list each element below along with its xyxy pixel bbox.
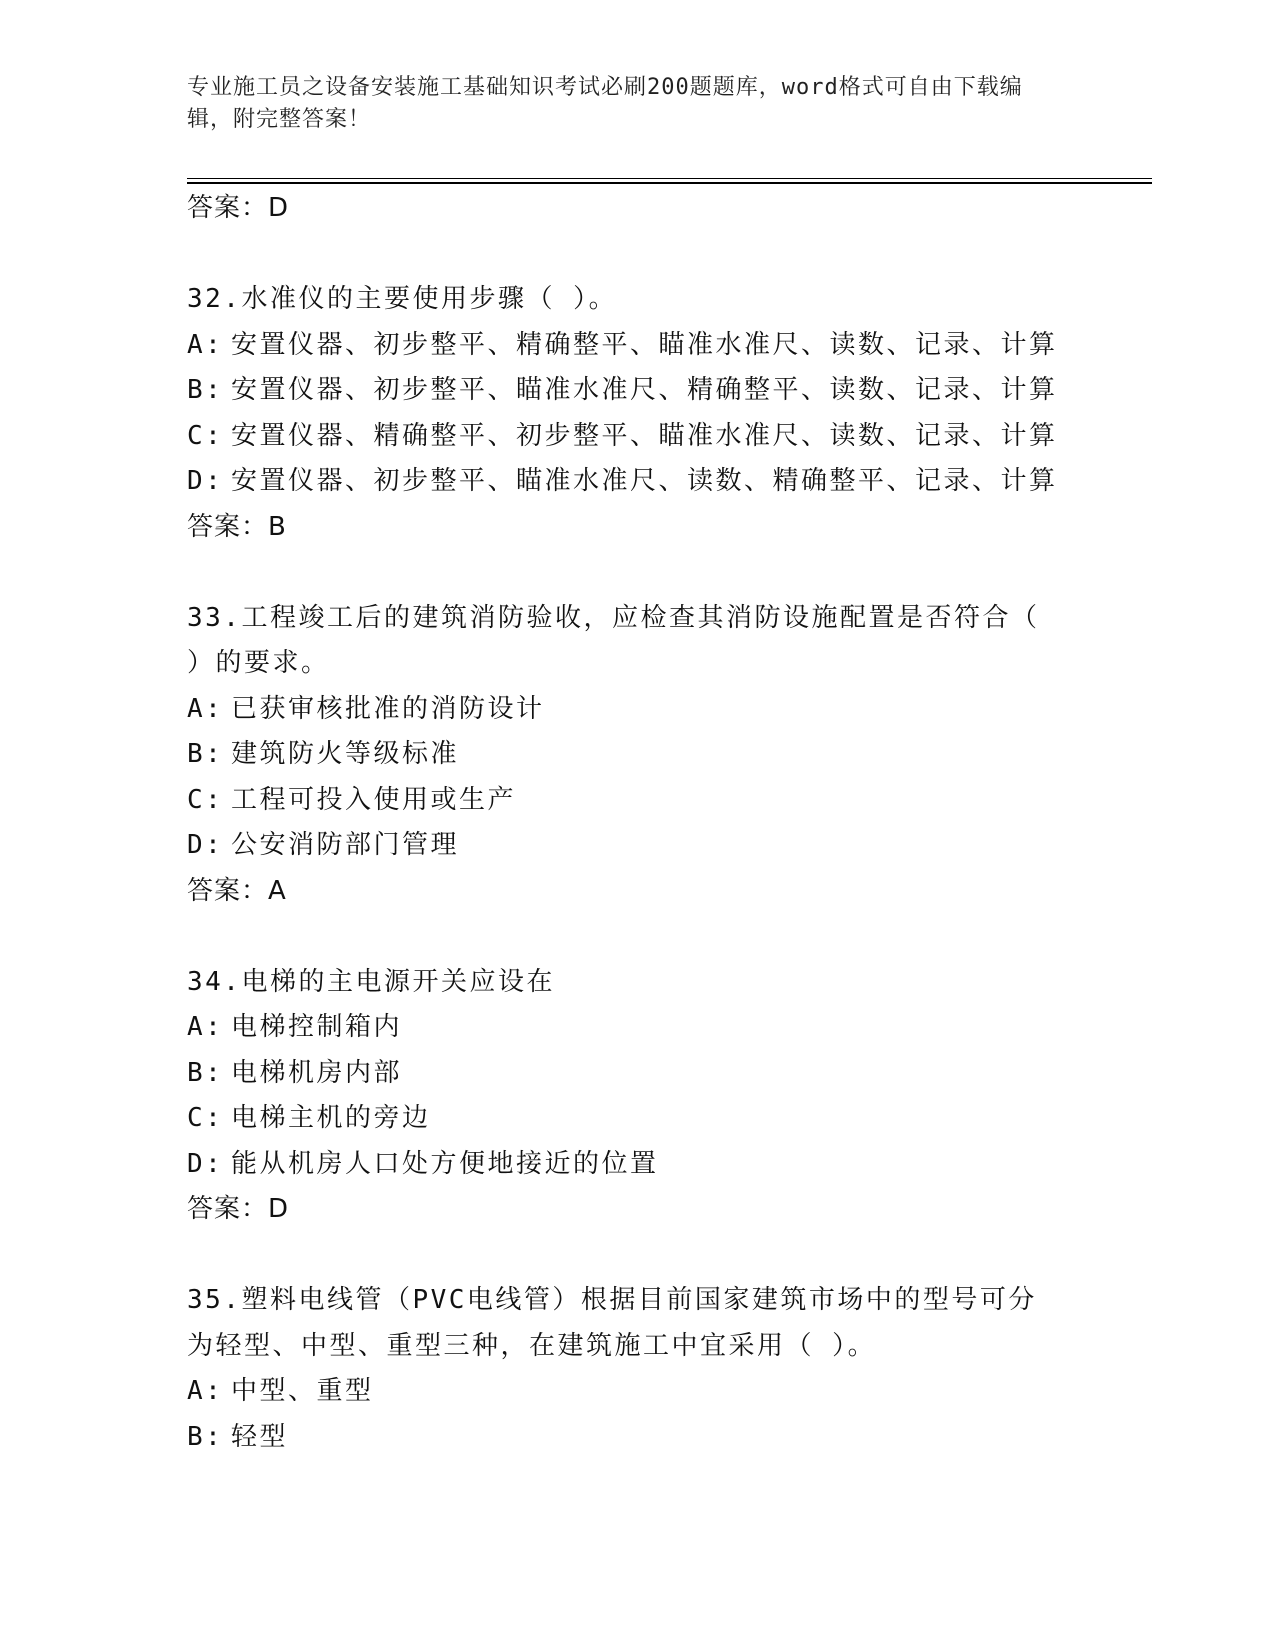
question-text: 33.工程竣工后的建筑消防验收，应检查其消防设施配置是否符合（ ）的要求。	[187, 602, 1040, 678]
spacer	[187, 550, 1087, 596]
option-letter: A:	[187, 329, 224, 360]
option-letter: C:	[187, 784, 224, 815]
header-rule-thick	[187, 182, 1152, 184]
option-letter: B:	[187, 375, 224, 405]
answer-label: 答案：D	[187, 1194, 290, 1224]
option-text: 工程可投入使用或生产	[231, 784, 517, 815]
option-letter: A:	[187, 1012, 224, 1042]
option-d	[187, 459, 1087, 505]
option-letter: B:	[187, 1421, 224, 1452]
option-b	[187, 1051, 1087, 1097]
option-text: 电梯主机的旁边	[231, 1103, 431, 1133]
document-header: 专业施工员之设备安装施工基础知识考试必刷200题题库，word格式可自由下载编辑，附完整答案！	[187, 75, 1023, 132]
option-text: 公安消防部门管理	[231, 830, 460, 860]
spacer	[187, 1232, 1087, 1278]
question-list	[187, 186, 1087, 1460]
answer-label: 答案：A	[187, 875, 287, 906]
option-a	[187, 323, 1087, 369]
option-a	[187, 687, 1087, 733]
answer-label: 答案：B	[187, 511, 287, 542]
option-b	[187, 1415, 1087, 1461]
option-letter: D:	[187, 466, 224, 496]
option-text: 已获审核批准的消防设计	[231, 693, 545, 724]
question-text: 34.电梯的主电源开关应设在	[187, 966, 555, 997]
option-letter: C:	[187, 420, 224, 451]
option-letter: D:	[187, 830, 224, 860]
option-d	[187, 823, 1087, 869]
option-letter: A:	[187, 693, 224, 724]
option-b	[187, 368, 1087, 414]
spacer	[187, 914, 1087, 960]
option-text: 安置仪器、初步整平、精确整平、瞄准水准尺、读数、记录、计算	[231, 329, 1058, 360]
option-text: 安置仪器、精确整平、初步整平、瞄准水准尺、读数、记录、计算	[231, 420, 1058, 451]
option-a	[187, 1005, 1087, 1051]
spacer	[187, 231, 1087, 277]
question-block	[187, 1278, 1087, 1460]
question-block	[187, 596, 1087, 914]
option-text: 轻型	[231, 1421, 289, 1452]
option-a	[187, 1369, 1087, 1415]
option-c	[187, 1096, 1087, 1142]
option-d	[187, 1142, 1087, 1188]
option-text: 电梯控制箱内	[231, 1012, 403, 1042]
option-c	[187, 778, 1087, 824]
option-text: 能从机房人口处方便地接近的位置	[231, 1148, 659, 1179]
question-text: 35.塑料电线管（PVC电线管）根据目前国家建筑市场中的型号可分为轻型、中型、重型三种，在建筑施工中宜采用（ ）。	[187, 1285, 1037, 1361]
question-block	[187, 277, 1087, 550]
header-rule-thin	[187, 178, 1152, 179]
option-c	[187, 414, 1087, 460]
option-text: 安置仪器、初步整平、瞄准水准尺、精确整平、读数、记录、计算	[231, 375, 1058, 405]
option-letter: A:	[187, 1376, 224, 1406]
option-letter: C:	[187, 1103, 224, 1133]
option-letter: B:	[187, 739, 224, 769]
answer-label: 答案：D	[187, 193, 290, 223]
option-text: 电梯机房内部	[231, 1057, 403, 1088]
question-block	[187, 960, 1087, 1233]
option-text: 安置仪器、初步整平、瞄准水准尺、读数、精确整平、记录、计算	[231, 466, 1058, 496]
option-text: 建筑防火等级标准	[231, 739, 460, 769]
question-text: 32.水准仪的主要使用步骤（ ）。	[187, 284, 618, 314]
option-letter: B:	[187, 1057, 224, 1088]
option-b	[187, 732, 1087, 778]
option-text: 中型、重型	[231, 1376, 374, 1406]
option-letter: D:	[187, 1148, 224, 1179]
